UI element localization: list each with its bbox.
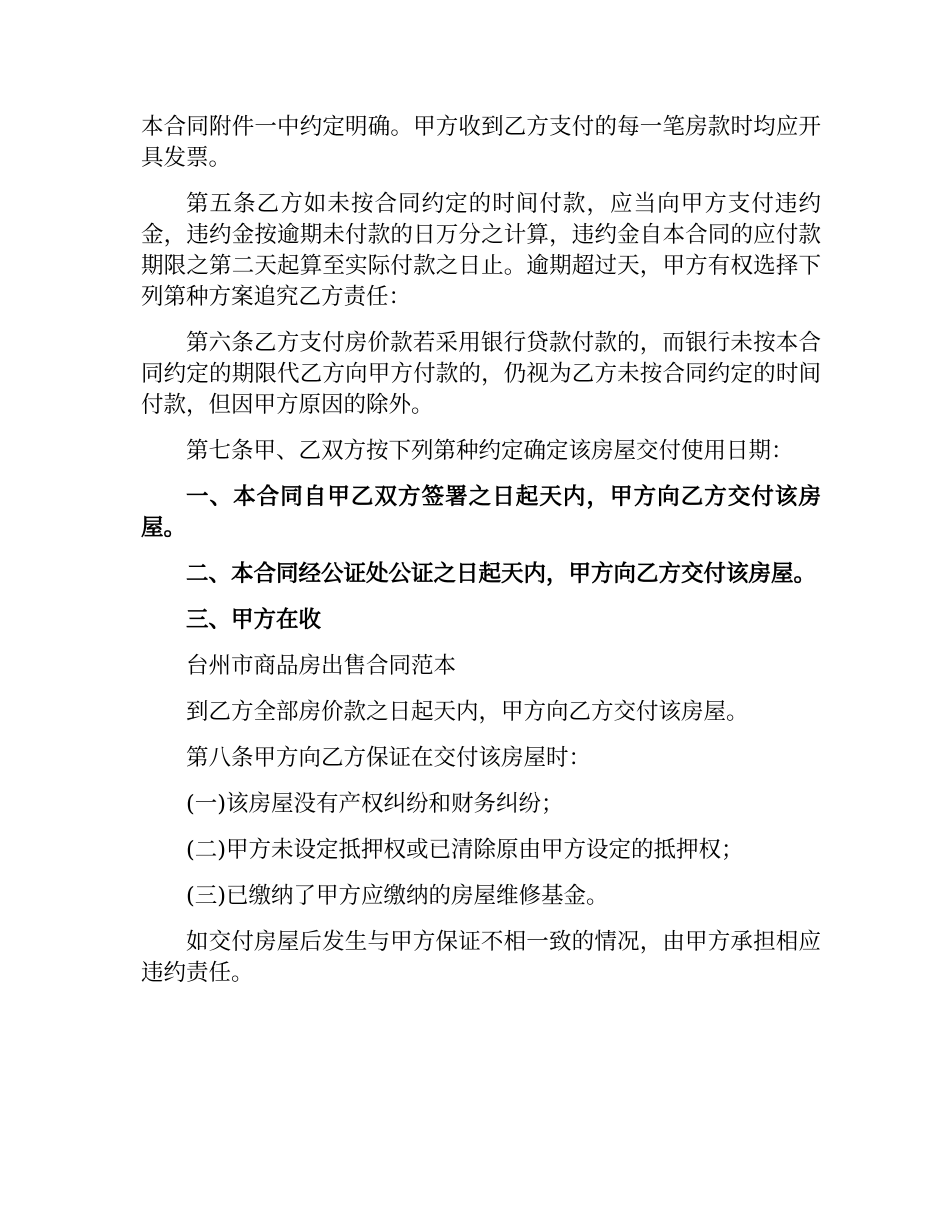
list-item-guarantee-2: (二)甲方未设定抵押权或已清除原由甲方设定的抵押权；: [186, 837, 744, 863]
paragraph-article-7: 第七条甲、乙双方按下列第种约定确定该房屋交付使用日期：: [186, 438, 794, 464]
paragraph-liability: 如交付房屋后发生与甲方保证不相一致的情况，由甲方承担相应违约责任。: [141, 929, 821, 986]
list-item-guarantee-1: (一)该房屋没有产权纠纷和财务纠纷；: [186, 791, 564, 817]
paragraph-option-2: 二、本合同经公证处公证之日起天内，甲方向乙方交付该房屋。: [186, 561, 817, 587]
document-header-text: 台州市商品房出售合同范本: [186, 653, 457, 679]
paragraph-option-3-continued: 到乙方全部房价款之日起天内，甲方向乙方交付该房屋。: [186, 699, 749, 725]
paragraph-article-6: 第六条乙方支付房价款若采用银行贷款付款的，而银行未按本合同约定的期限代乙方向甲方付款的，仍视为乙方未按合同约定的时间付款，但因甲方原因的除外。: [141, 330, 821, 418]
paragraph-article-8: 第八条甲方向乙方保证在交付该房屋时：: [186, 745, 592, 771]
list-item-guarantee-3: (三)已缴纳了甲方应缴纳的房屋维修基金。: [186, 883, 609, 909]
document-body: [141, 112, 821, 989]
paragraph-option-3: 三、甲方在收: [186, 607, 322, 633]
paragraph-article-5: 第五条乙方如未按合同约定的时间付款，应当向甲方支付违约金，违约金按逾期未付款的日万分之计算，违约金自本合同的应付款期限之第二天起算至实际付款之日止。逾期超过天，甲方有权选择下列第种方案追究乙方责任：: [141, 191, 821, 310]
paragraph-invoice: 本合同附件一中约定明确。甲方收到乙方支付的每一笔房款时均应开具发票。: [141, 114, 821, 171]
paragraph-option-1: 一、本合同自甲乙双方签署之日起天内，甲方向乙方交付该房屋。: [141, 484, 821, 541]
